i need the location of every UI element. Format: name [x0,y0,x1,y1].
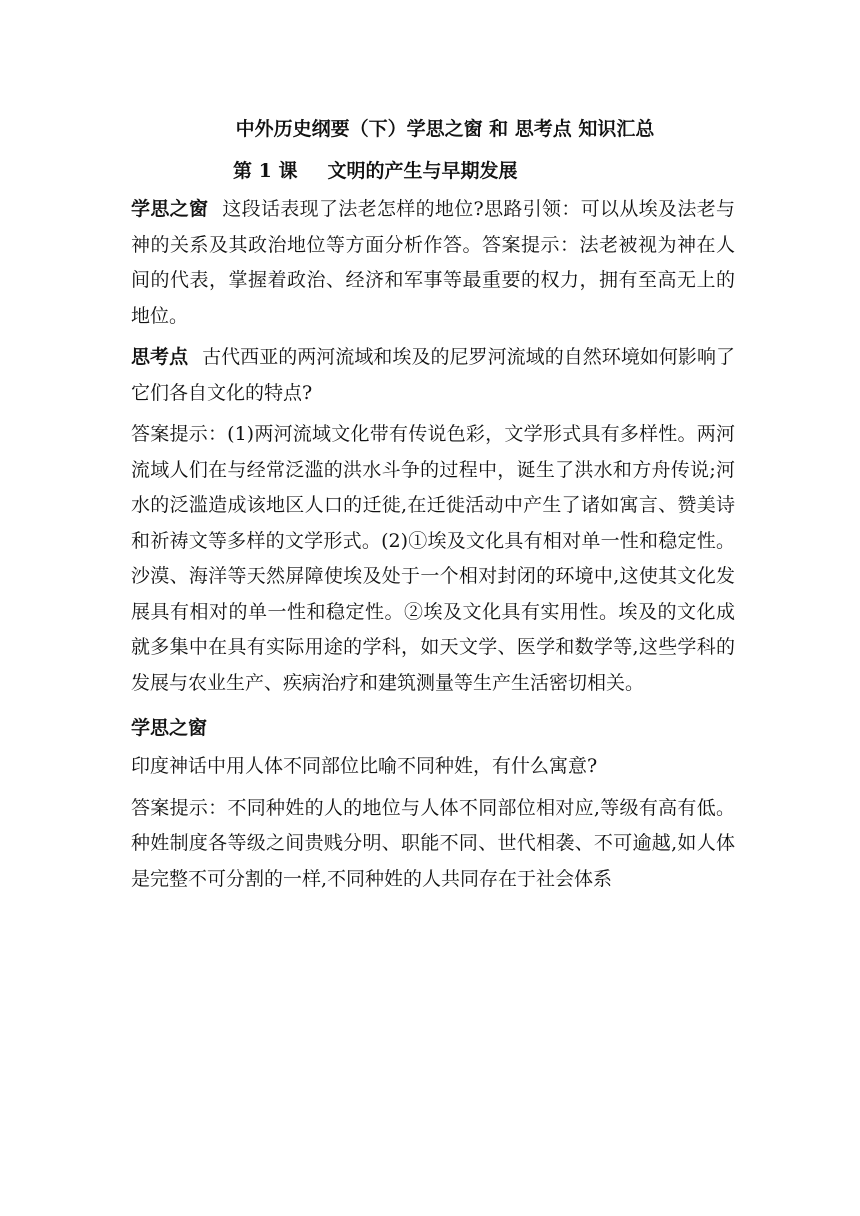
section-xuesi-1 [131,192,735,334]
section-xuesi-2-question: 印度神话中用人体不同部位比喻不同种姓，有什么寓意? [131,755,598,777]
document-body [131,108,735,897]
section-sikao-answer: 答案提示：(1)两河流域文化带有传说色彩，文学形式具有多样性。两河流域人们在与经常泛滥的洪水斗争的过程中，诞生了洪水和方舟传说;河水的泛滥造成该地区人口的迁徙,在迁徙活动中产生了诸如寓言、赞美诗和祈祷文等多样的文学形式。(2)①埃及文化具有相对单一性和稳定性。沙漠、海洋等天然屏障使埃及处于一个相对封闭的环境中,这使其文化发展具有相对的单一性和稳定性。②埃及文化具有实用性。埃及的文化成就多集中在具有实际用途的学科，如天文学、医学和数学等,这些学科的发展与农业生产、疾病治疗和建筑测量等生产生活密切相关。 [131,423,735,694]
lesson-heading [131,150,735,192]
section-text: 这段话表现了法老怎样的地位?思路引领：可以从埃及法老与神的关系及其政治地位等方面分析作答。答案提示：法老被视为神在人间的代表，掌握着政治、经济和军事等最重要的权力，拥有至高无上的地位。 [131,198,735,327]
section-xuesi-2-answer: 答案提示：不同种姓的人的地位与人体不同部位相对应,等级有高有低。种姓制度各等级之间贵贱分明、职能不同、世代相袭、不可逾越,如人体是完整不可分割的一样,不同种姓的人共同存在于社会体系 [131,796,735,890]
section-label: 学思之窗 [131,717,208,739]
lesson-name: 文明的产生与早期发展 [327,160,518,182]
document-title: 中外历史纲要（下）学思之窗 和 思考点 知识汇总 [235,118,655,140]
lesson-number: 第 1 课 [233,160,298,182]
section-label: 学思之窗 [131,198,209,220]
section-sikao-question [131,340,735,411]
section-label: 思考点 [131,346,189,368]
section-question: 古代西亚的两河流域和埃及的尼罗河流域的自然环境如何影响了它们各自文化的特点? [131,346,735,404]
